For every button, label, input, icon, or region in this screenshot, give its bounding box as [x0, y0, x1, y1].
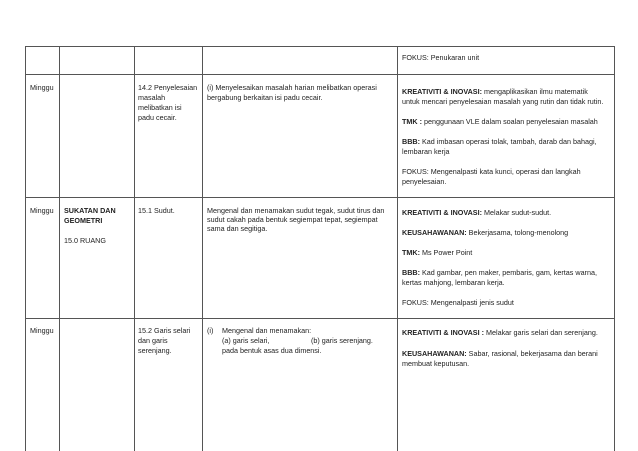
row2-kreativiti-line	[402, 208, 551, 218]
row-divider-1	[25, 74, 615, 75]
row2-standard-kandungan: 15.1 Sudut.	[138, 206, 175, 215]
row3-sp-a: (a) garis selari,	[222, 336, 270, 345]
row2-kreativiti-text: Melakar sudut-sudut.	[482, 208, 552, 217]
col-divider-3	[202, 46, 203, 451]
row1-sk-line: 14.2 Penyelesaian	[138, 83, 198, 92]
row1-fokus-line-2: penyelesaian.	[402, 177, 447, 186]
row2-bbb-head: BBB:	[402, 268, 420, 277]
col-divider-4	[397, 46, 398, 451]
row2-keusahawanan-line	[402, 228, 568, 238]
col-divider-1	[59, 46, 60, 451]
row1-kreativiti-line	[402, 87, 588, 97]
row3-sk-line: dan garis	[138, 336, 168, 345]
row1-bbb-head: BBB:	[402, 137, 420, 146]
row1-sp-line: bergabung berkaitan isi padu cecair.	[207, 93, 323, 102]
row3-kreativiti-head: KREATIVITI & INOVASI :	[402, 328, 484, 337]
table-border-top	[25, 46, 615, 47]
row-divider-3	[25, 318, 615, 319]
row3-week: Minggu	[30, 326, 54, 335]
row1-sk-line: padu cecair.	[138, 113, 177, 122]
row3-sp-line1: Mengenal dan menamakan:	[222, 326, 312, 335]
row2-keusahawanan-head: KEUSAHAWANAN:	[402, 228, 467, 237]
row1-sp-line: (i) Menyelesaikan masalah harian melibatkan operasi	[207, 83, 377, 92]
row3-keusahawanan-line	[402, 349, 598, 359]
row2-unit-line	[64, 216, 102, 226]
row2-week: Minggu	[30, 206, 54, 215]
row2-unit-text: SUKATAN DAN	[64, 206, 116, 215]
row3-kreativiti-line	[402, 328, 598, 338]
row3-sk-line: 15.2 Garis selari	[138, 326, 191, 335]
col-divider-2	[134, 46, 135, 451]
table-border-right	[614, 46, 615, 451]
table-border-left	[25, 46, 26, 451]
row3-sp-num: (i)	[207, 326, 214, 335]
row1-tmk-head: TMK :	[402, 117, 422, 126]
row2-sp-line: sama dan segitiga.	[207, 224, 268, 233]
row2-bbb-line-2: kertas mahjong, lembaran kerja.	[402, 278, 505, 287]
row-divider-2	[25, 197, 615, 198]
row1-kreativiti-head: KREATIVITI & INOVASI:	[402, 87, 482, 96]
row1-tmk-line	[402, 117, 598, 127]
row2-unit-sub: 15.0 RUANG	[64, 236, 106, 245]
row3-sp-line3: pada bentuk asas dua dimensi.	[222, 346, 322, 355]
row2-fokus-line: FOKUS: Mengenalpasti jenis sudut	[402, 298, 514, 307]
row3-keusahawanan-line-2: membuat keputusan.	[402, 359, 470, 368]
row3-keusahawanan-text: Sabar, rasional, bekerjasama dan berani	[466, 349, 598, 358]
row1-kreativiti-text: mengaplikasikan ilmu matematik	[482, 87, 588, 96]
row2-bbb-line	[402, 268, 597, 278]
row2-unit-text: GEOMETRI	[64, 216, 103, 225]
row2-tmk-line	[402, 248, 472, 258]
row1-fokus-line: FOKUS: Mengenalpasti kata kunci, operasi dan langkah	[402, 167, 581, 176]
row1-bbb-line	[402, 137, 597, 147]
row2-sp-line: Mengenal dan menamakan sudut tegak, sudut tirus dan	[207, 206, 385, 215]
row3-sp-b: (b) garis serenjang.	[311, 336, 373, 345]
row3-keusahawanan-head: KEUSAHAWANAN:	[402, 349, 467, 358]
row2-tmk-head: TMK:	[402, 248, 420, 257]
row0-fokus: FOKUS: Penukaran unit	[402, 53, 480, 62]
row2-unit-line	[64, 206, 116, 216]
row2-tmk-text: Ms Power Point	[419, 248, 473, 257]
row1-week: Minggu	[30, 83, 54, 92]
row3-kreativiti-text: Melakar garis selari dan serenjang.	[484, 328, 598, 337]
row1-bbb-line-2: lembaran kerja	[402, 147, 450, 156]
row1-sk-line: melibatkan isi	[138, 103, 182, 112]
row1-sk-line: masalah	[138, 93, 166, 102]
row2-kreativiti-head: KREATIVITI & INOVASI:	[402, 208, 482, 217]
row2-keusahawanan-text: Bekerjasama, tolong-menolong	[466, 228, 569, 237]
row1-bbb-text: Kad imbasan operasi tolak, tambah, darab dan bahagi,	[419, 137, 597, 146]
row1-kreativiti-line-2: untuk mencari penyelesaian masalah yang rutin dan tidak rutin.	[402, 97, 604, 106]
row3-sk-line: serenjang.	[138, 346, 172, 355]
row1-tmk-text: penggunaan VLE dalam soalan penyelesaian masalah	[421, 117, 598, 126]
row2-bbb-text: Kad gambar, pen maker, pembaris, gam, kertas warna,	[419, 268, 597, 277]
row2-sp-line: sudut cakah pada bentuk segiempat tepat, segiempat	[207, 215, 378, 224]
